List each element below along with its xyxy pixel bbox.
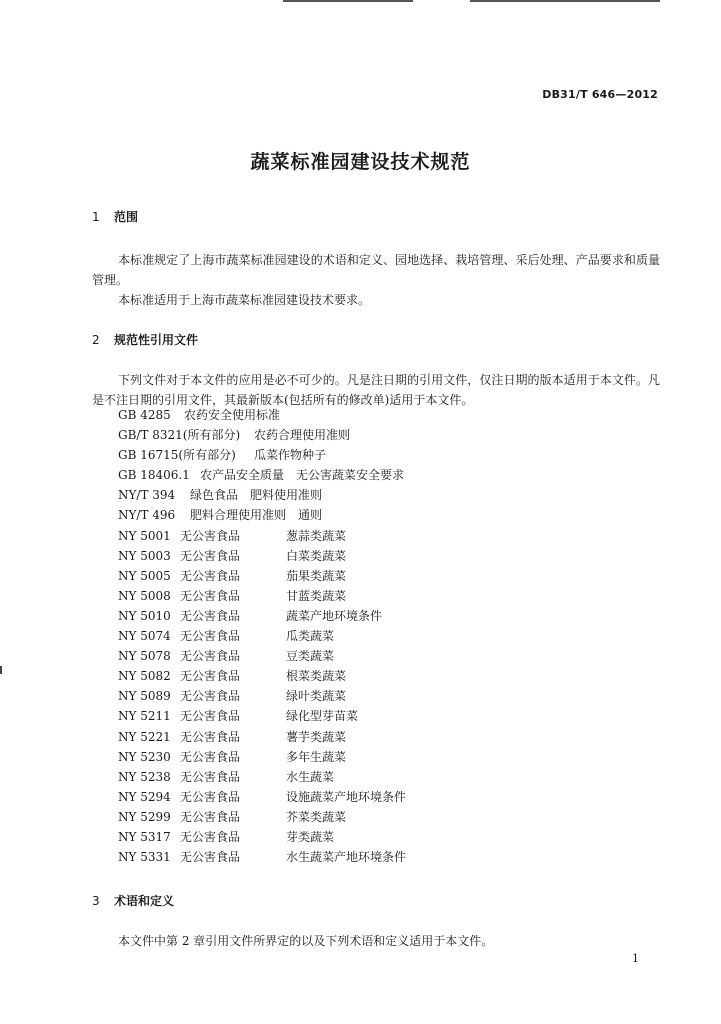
reference-item — [118, 666, 406, 686]
reference-title: 蔬菜产地环境条件 — [286, 608, 383, 623]
reference-code: NY 5221 — [118, 729, 171, 744]
reference-title: 农药合理使用准则 — [254, 428, 351, 443]
section-title: 术语和定义 — [114, 894, 175, 908]
section-title: 范围 — [114, 210, 139, 224]
scan-edge-mark — [0, 666, 2, 674]
reference-category: 无公害食品 — [180, 809, 241, 824]
reference-title: 芽类蔬菜 — [286, 829, 335, 844]
reference-title: 水生蔬菜 — [286, 769, 335, 784]
reference-code: NY/T 394 — [118, 488, 176, 503]
reference-category: 无公害食品 — [180, 729, 241, 744]
reference-code: NY 5299 — [118, 809, 171, 824]
reference-category: 无公害食品 — [180, 568, 241, 583]
reference-code: NY 5230 — [118, 749, 171, 764]
reference-item — [118, 626, 406, 646]
reference-code: NY 5238 — [118, 769, 171, 784]
section-3-paragraph-1: 本文件中第 2 章引用文件所界定的以及下列术语和定义适用于本文件。 — [118, 934, 494, 948]
reference-title: 豆类蔬菜 — [286, 649, 335, 664]
reference-title: 绿叶类蔬菜 — [286, 689, 347, 704]
reference-title: 水生蔬菜产地环境条件 — [286, 850, 407, 865]
section-2-heading — [92, 331, 198, 348]
reference-code: GB 4285 — [118, 408, 171, 422]
reference-code: GB 16715(所有部分) — [118, 448, 236, 463]
reference-title: 茄果类蔬菜 — [286, 568, 347, 583]
reference-item — [118, 847, 406, 867]
reference-title: 葱蒜类蔬菜 — [286, 528, 347, 543]
section-1-paragraph-2: 本标准适用于上海市蔬菜标准园建设技术要求。 — [118, 293, 371, 307]
standard-code: DB31/T 646—2012 — [542, 88, 658, 101]
reference-item — [118, 505, 406, 525]
scan-top-line-right — [470, 0, 660, 2]
reference-category: 无公害食品 — [180, 649, 241, 664]
reference-code: NY 5003 — [118, 548, 171, 563]
page-number: 1 — [632, 952, 639, 965]
section-3-heading — [92, 892, 174, 909]
section-number: 3 — [92, 894, 100, 908]
reference-code: NY 5074 — [118, 629, 171, 644]
reference-title: 农产品安全质量 无公害蔬菜安全要求 — [200, 468, 405, 483]
reference-title: 农药安全使用标准 — [184, 408, 281, 422]
reference-item — [118, 526, 406, 546]
reference-code: GB 18406.1 — [118, 468, 190, 483]
reference-item — [118, 646, 406, 666]
reference-category: 无公害食品 — [180, 850, 241, 865]
reference-category: 无公害食品 — [180, 608, 241, 623]
reference-code: NY 5089 — [118, 689, 171, 704]
reference-category: 无公害食品 — [180, 689, 241, 704]
reference-title: 肥料合理使用准则 通则 — [190, 508, 323, 523]
reference-item — [118, 566, 406, 586]
reference-title: 多年生蔬菜 — [286, 749, 347, 764]
reference-item — [118, 827, 406, 847]
normative-references-list — [118, 405, 406, 867]
reference-item — [118, 445, 406, 465]
reference-category: 无公害食品 — [180, 588, 241, 603]
section-number: 2 — [92, 333, 100, 347]
document-title: 蔬菜标准园建设技术规范 — [250, 151, 471, 173]
reference-category: 无公害食品 — [180, 629, 241, 644]
reference-item — [118, 807, 406, 827]
reference-item — [118, 485, 406, 505]
reference-item — [118, 787, 406, 807]
reference-code: NY 5082 — [118, 669, 171, 684]
scan-top-line-left — [283, 0, 413, 2]
reference-category: 无公害食品 — [180, 789, 241, 804]
reference-title: 设施蔬菜产地环境条件 — [286, 789, 407, 804]
reference-code: NY 5331 — [118, 850, 171, 865]
reference-title: 绿色食品 肥料使用准则 — [190, 488, 323, 503]
reference-code: NY/T 496 — [118, 508, 176, 523]
reference-code: NY 5008 — [118, 588, 171, 603]
reference-category: 无公害食品 — [180, 829, 241, 844]
reference-item — [118, 747, 406, 767]
reference-item — [118, 586, 406, 606]
section-number: 1 — [92, 210, 100, 224]
reference-code: NY 5010 — [118, 608, 171, 623]
reference-title: 薯芋类蔬菜 — [286, 729, 347, 744]
reference-code: NY 5001 — [118, 528, 171, 543]
reference-title: 根菜类蔬菜 — [286, 669, 347, 684]
reference-item — [118, 686, 406, 706]
reference-title: 白菜类蔬菜 — [286, 548, 347, 563]
section-title: 规范性引用文件 — [114, 333, 199, 347]
reference-item — [118, 706, 406, 726]
reference-title: 芥菜类蔬菜 — [286, 809, 347, 824]
reference-title: 瓜类蔬菜 — [286, 629, 335, 644]
reference-item — [118, 546, 406, 566]
reference-category: 无公害食品 — [180, 548, 241, 563]
section-1-paragraph-1: 本标准规定了上海市蔬菜标准园建设的术语和定义、园地选择、栽培管理、采后处理、产品要求和质量管理。 — [92, 253, 660, 287]
reference-category: 无公害食品 — [180, 669, 241, 684]
reference-code: GB/T 8321(所有部分) — [118, 428, 241, 443]
reference-code: NY 5005 — [118, 568, 171, 583]
reference-code: NY 5294 — [118, 789, 171, 804]
reference-item — [118, 606, 406, 626]
reference-item — [118, 405, 406, 425]
reference-title: 绿化型芽苗菜 — [286, 709, 359, 724]
section-1-heading — [92, 208, 138, 225]
reference-category: 无公害食品 — [180, 769, 241, 784]
reference-category: 无公害食品 — [180, 528, 241, 543]
reference-category: 无公害食品 — [180, 709, 241, 724]
reference-category: 无公害食品 — [180, 749, 241, 764]
reference-item — [118, 425, 406, 445]
reference-code: NY 5078 — [118, 649, 171, 664]
reference-code: NY 5211 — [118, 709, 171, 724]
reference-title: 瓜菜作物种子 — [254, 448, 327, 463]
reference-item — [118, 465, 406, 485]
reference-item — [118, 727, 406, 747]
reference-title: 甘蓝类蔬菜 — [286, 588, 347, 603]
reference-code: NY 5317 — [118, 829, 171, 844]
section-2-paragraph-1: 下列文件对于本文件的应用是必不可少的。凡是注日期的引用文件，仅注日期的版本适用于本文件。凡是不注日期的引用文件，其最新版本(包括所有的修改单)适用于本文件。 — [92, 373, 660, 407]
reference-item — [118, 767, 406, 787]
